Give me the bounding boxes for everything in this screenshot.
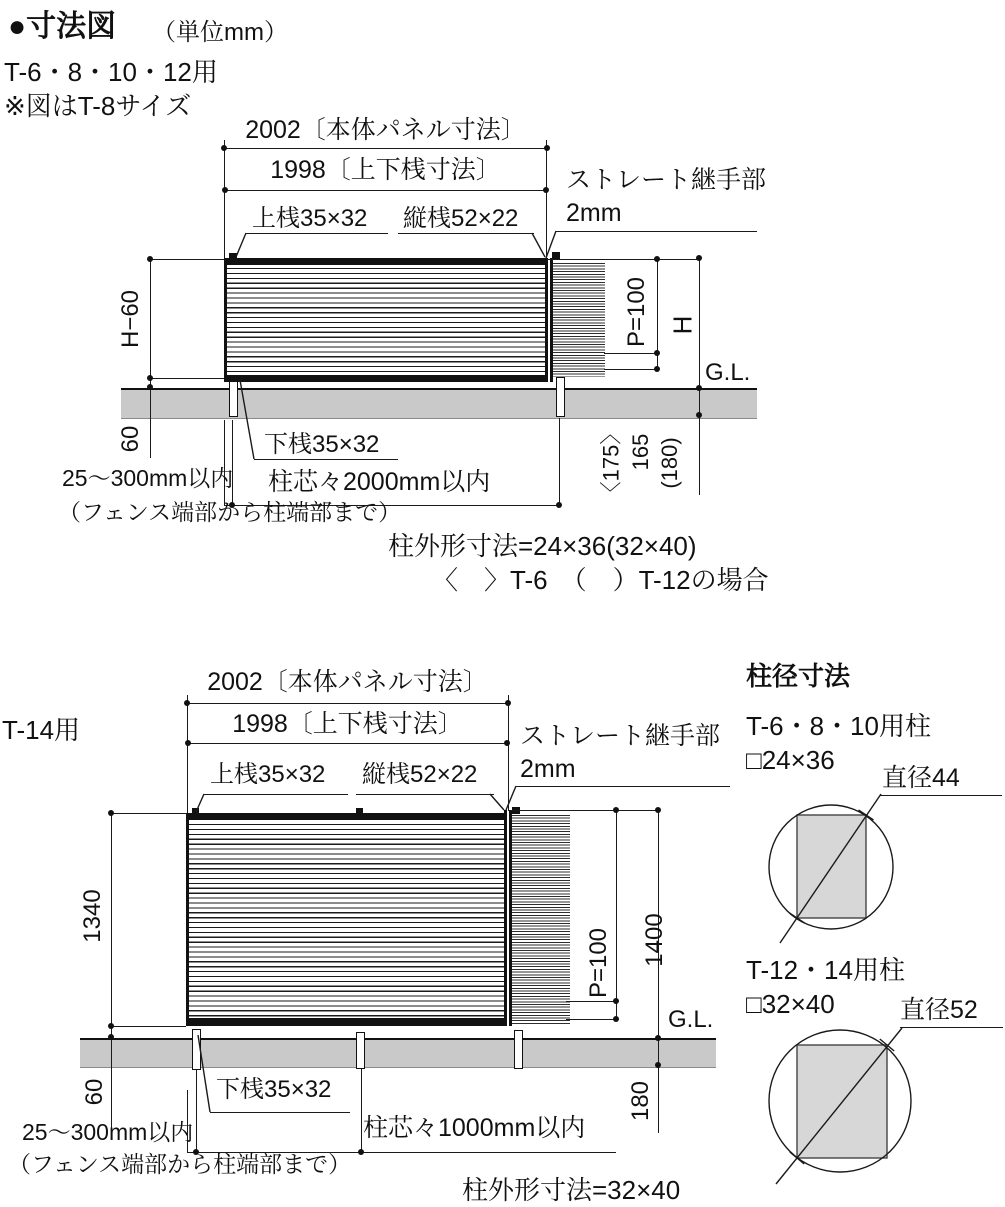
embed-depth: 180 [627, 1080, 654, 1122]
leader-underline [246, 233, 388, 234]
dim-dot [147, 384, 153, 390]
ext-line [547, 259, 699, 260]
bottom-rail [186, 1018, 508, 1026]
dim-line-height [699, 258, 700, 495]
dim-line-2002 [224, 148, 547, 149]
model-label: T-14用 [2, 715, 81, 745]
post-cap [552, 252, 560, 259]
dim-dot [655, 1035, 661, 1041]
dim-line-h60-60 [150, 259, 151, 458]
joint-bar [504, 810, 512, 1026]
post-cap [356, 808, 363, 814]
panel-width-dim: 2002〔本体パネル寸法〕 [207, 668, 488, 696]
post-outer-note: 〈 〉T-6 （ ）T-12の場合 [432, 565, 769, 595]
post2-diameter: 直径52 [900, 996, 978, 1024]
ext-line [508, 695, 509, 810]
dim-dot [696, 255, 702, 261]
post-section-rect [797, 815, 866, 918]
post-spacing-dim: 柱芯々1000mm以内 [363, 1114, 586, 1142]
bottom-rail-label: 下桟35×32 [216, 1076, 332, 1103]
tick-mark [790, 1152, 804, 1164]
unit-note: （単位mm） [152, 19, 288, 46]
top-rail-label: 上桟35×32 [252, 205, 368, 232]
bottom-rail [224, 375, 547, 382]
height-dim: 1400 [641, 913, 668, 967]
height-dim: H [667, 315, 698, 335]
post-size-title: 柱径寸法 [746, 661, 851, 691]
size-note: ※図はT-8サイズ [4, 91, 192, 121]
leader-line [236, 233, 246, 257]
post-diameter-circle [769, 805, 893, 929]
fence-post [556, 377, 565, 417]
dim-dot [108, 1034, 114, 1040]
post1-diameter: 直径44 [882, 764, 960, 792]
ground-band [80, 1038, 716, 1068]
dim-dot [696, 412, 702, 418]
ext-line [566, 1001, 616, 1002]
diagonal-dimension [776, 1028, 902, 1184]
dim-dot [696, 385, 702, 391]
dim-line-1340-60 [111, 813, 112, 1128]
leader-underline [398, 233, 534, 234]
bottom-rail-label: 下桟35×32 [264, 431, 380, 458]
post-section-rect [797, 1045, 887, 1158]
dim-dot [654, 366, 660, 372]
dim-dot [654, 256, 660, 262]
fence-post [229, 379, 238, 417]
fence-post [356, 1032, 365, 1069]
dim-line-height [658, 810, 659, 1133]
joint-gap-label: 2mm [566, 199, 622, 227]
dim-dot [184, 700, 190, 706]
dim-dot [504, 740, 510, 746]
dim-line-2002 [187, 703, 508, 704]
post1-label: T-6・8・10用柱 [746, 711, 931, 741]
post1-size: □24×36 [746, 745, 835, 775]
dim-dot [654, 350, 660, 356]
panel-width-dim: 2002〔本体パネル寸法〕 [245, 116, 526, 144]
fence-post [514, 1030, 523, 1069]
leader-underline [204, 794, 348, 795]
ground-line-label: G.L. [705, 359, 751, 386]
pitch-dim: P=100 [585, 927, 612, 999]
post2-label: T-12・14用柱 [746, 955, 905, 985]
ext-line [604, 369, 657, 370]
tick-mark [859, 810, 874, 820]
top-rail [186, 813, 508, 820]
ext-line [604, 353, 657, 354]
tick-mark [790, 913, 805, 923]
post-cap [229, 253, 237, 259]
panel-height-dim: 1340 [79, 889, 106, 943]
dim-dot [108, 810, 114, 816]
dim-dot [505, 700, 511, 706]
rail-width-dim: 1998〔上下桟寸法〕 [232, 710, 463, 738]
dim-dot [655, 1062, 661, 1068]
leader-line [490, 794, 504, 810]
edge-dim: 25〜300mm以内 [62, 465, 234, 491]
ext-line [111, 1026, 186, 1027]
dim-dot [556, 502, 562, 508]
ground-offset-dim: 60 [117, 425, 144, 453]
ext-line [508, 810, 658, 811]
louver-panel [227, 268, 545, 375]
embed-depth: 165 [628, 433, 653, 471]
ext-line [196, 1069, 197, 1152]
dim-line-1998 [225, 190, 546, 191]
dim-dot [185, 740, 191, 746]
louver-panel-adjacent [553, 263, 605, 377]
dim-dot [655, 807, 661, 813]
dim-dot [613, 807, 619, 813]
leader-underline [254, 459, 398, 460]
edge-note: （フェンス端部から柱端部まで） [58, 499, 402, 525]
vertical-rail-label: 縦桟52×22 [362, 761, 478, 788]
dim-dot [147, 375, 153, 381]
vertical-rail-label: 縦桟52×22 [403, 205, 519, 232]
dim-dot [543, 187, 549, 193]
panel-height-dim: H−60 [117, 289, 144, 349]
leader-underline [880, 795, 1002, 796]
leader-underline [900, 1027, 1003, 1028]
panel-end-frame [186, 813, 189, 1026]
top-rail-label: 上桟35×32 [210, 761, 326, 788]
model-range-label: T-6・8・10・12用 [4, 57, 218, 87]
dim-line-pitch [616, 810, 617, 1019]
joint-label: ストレート継手部 [566, 166, 767, 194]
fence-post [192, 1029, 201, 1070]
ext-line [224, 420, 225, 505]
page-title: ●寸法図 [8, 10, 117, 43]
dim-dot [147, 256, 153, 262]
top-rail [224, 258, 547, 265]
ground-offset-dim: 60 [81, 1078, 108, 1106]
post2-size: □32×40 [746, 989, 835, 1019]
pitch-dim: P=100 [623, 276, 650, 348]
post-outer-dim: 柱外形寸法=32×40 [462, 1175, 681, 1205]
ext-line [150, 259, 224, 260]
dim-dot [222, 187, 228, 193]
ext-line [566, 1019, 616, 1020]
ext-line [559, 418, 560, 505]
ground-line-label: G.L. [668, 1006, 714, 1033]
post-diameter-circle [769, 1030, 911, 1172]
ground-band [121, 388, 757, 419]
rail-width-dim: 1998〔上下桟寸法〕 [270, 156, 501, 184]
ext-line [150, 378, 224, 379]
joint-gap-label: 2mm [520, 755, 576, 783]
tick-mark [880, 1039, 894, 1051]
dim-dot [221, 145, 227, 151]
ext-line [546, 140, 547, 258]
post-outer-dim: 柱外形寸法=24×36(32×40) [388, 531, 697, 561]
post-cap [192, 808, 199, 814]
ext-line [232, 420, 233, 505]
panel-end-frame [224, 258, 227, 382]
joint-label: ストレート継手部 [520, 722, 721, 750]
embed-depth-t6: 〈175〉 [598, 422, 624, 504]
post-spacing-dim: 柱芯々2000mm以内 [268, 468, 491, 496]
edge-dim: 25〜300mm以内 [22, 1119, 194, 1145]
ext-line [111, 813, 186, 814]
leader-underline [556, 231, 757, 232]
dim-dot [108, 1023, 114, 1029]
leader-underline [356, 794, 494, 795]
leader-line [532, 233, 545, 257]
dim-line-1998 [188, 743, 507, 744]
louver-panel [189, 824, 504, 1019]
leader-underline [210, 1112, 350, 1113]
joint-bar [545, 258, 553, 382]
dim-dot [544, 145, 550, 151]
louver-panel-adjacent [512, 815, 570, 1025]
embed-depth-t12: (180) [657, 437, 682, 489]
edge-note: （フェンス端部から柱端部まで） [8, 1151, 352, 1177]
diagonal-dimension [780, 794, 881, 943]
dim-dot [613, 1016, 619, 1022]
dim-dot [613, 998, 619, 1004]
leader-underline [516, 786, 730, 787]
dim-dot [358, 1149, 364, 1155]
